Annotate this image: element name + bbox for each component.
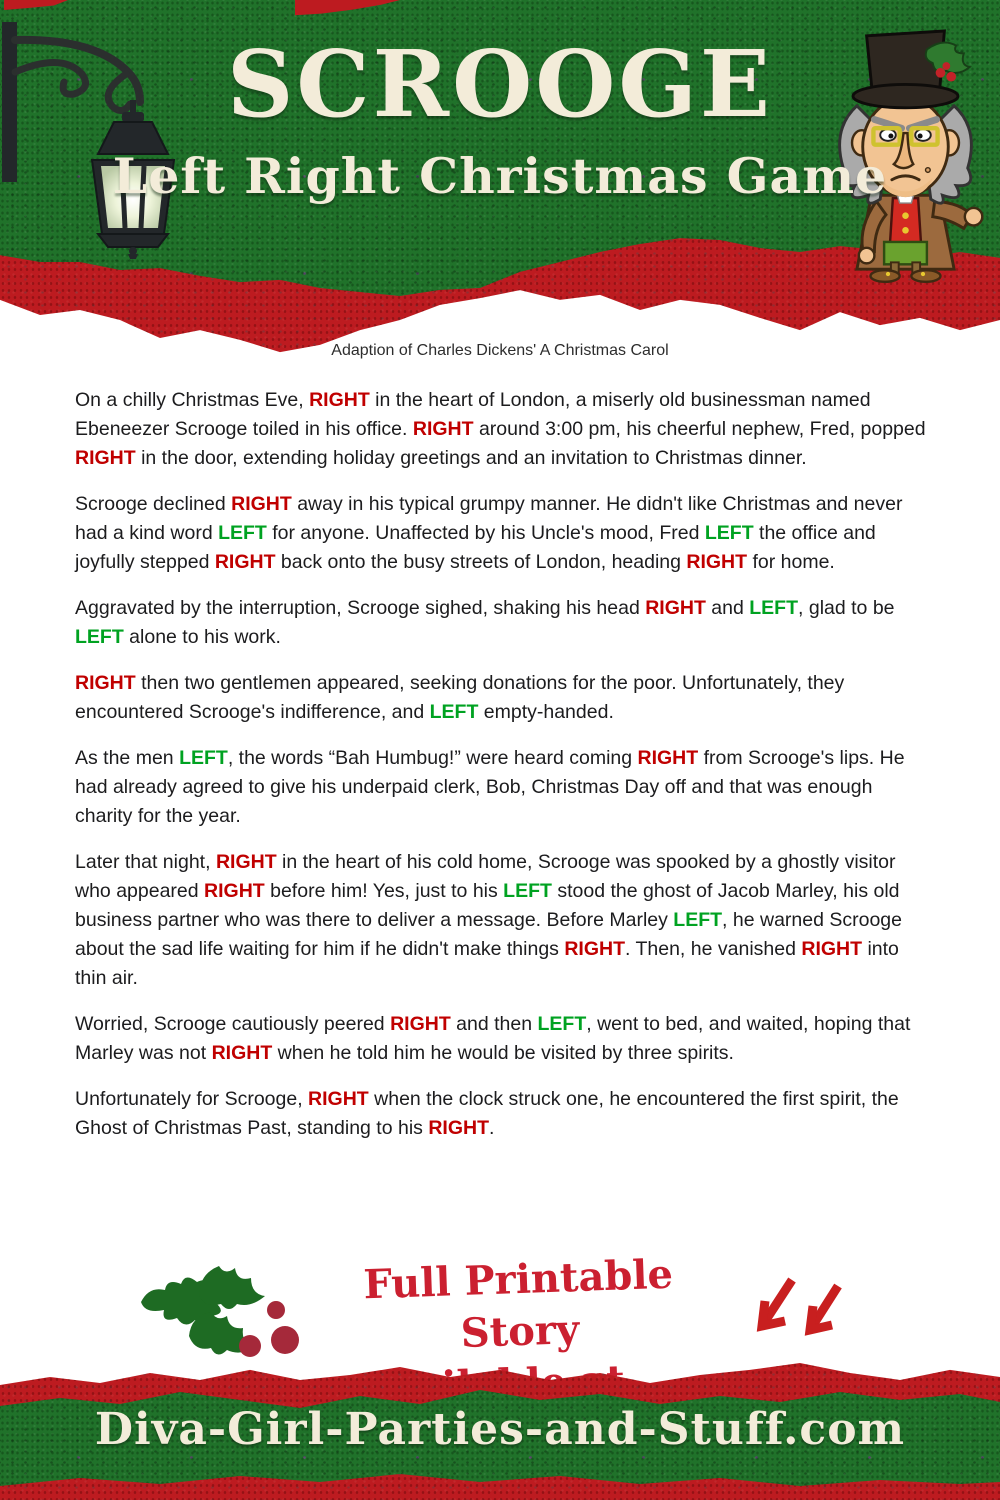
text-run: As the men (75, 747, 180, 769)
right-keyword: RIGHT (645, 597, 706, 619)
right-keyword: RIGHT (309, 389, 370, 411)
text-run: away in his typical grumpy manner. He didn't like Christmas and never had a kind word (75, 493, 903, 544)
left-keyword: LEFT (537, 1013, 587, 1035)
right-keyword: RIGHT (308, 1088, 369, 1110)
text-run: . Then, he vanished (625, 938, 802, 960)
story-paragraph (75, 1010, 930, 1068)
text-run: before him! Yes, just to his (264, 880, 504, 902)
text-run: in the heart of his cold home, Scrooge was spooked by a ghostly visitor who appeared (75, 851, 896, 902)
right-keyword: RIGHT (231, 493, 292, 515)
right-keyword: RIGHT (428, 1117, 489, 1139)
text-run: stood the ghost of Jacob Marley, his old business partner who was there to deliver a message. Before Marley (75, 880, 900, 931)
text-run: and then (450, 1013, 538, 1035)
promo-line-1: Full Printable Story (362, 1250, 674, 1358)
story-paragraph (75, 490, 930, 577)
left-keyword: LEFT (503, 880, 552, 902)
tagline: Adaption of Charles Dickens' A Christmas Carol (331, 342, 669, 359)
text-run: around 3:00 pm, his cheerful nephew, Fred, popped (473, 418, 926, 440)
story-paragraph (75, 594, 930, 652)
story-paragraph (75, 386, 930, 473)
text-run: , he warned Scrooge about the sad life waiting for him if he didn't make things (75, 909, 902, 960)
left-keyword: LEFT (704, 522, 754, 544)
text-run: back onto the busy streets of London, heading (275, 551, 687, 573)
right-keyword: RIGHT (215, 851, 277, 873)
right-keyword: RIGHT (75, 672, 136, 694)
page-title: SCROOGE (226, 30, 774, 138)
left-keyword: LEFT (429, 701, 479, 723)
text-run: alone to his work. (123, 626, 281, 648)
text-run: in the door, extending holiday greetings and an invitation to Christmas dinner. (135, 447, 807, 469)
text-run: and (705, 597, 750, 619)
text-run: Aggravated by the interruption, Scrooge sighed, shaking his head (75, 597, 646, 619)
text-run: , glad to be (798, 597, 895, 619)
story-paragraph (75, 1085, 930, 1143)
right-keyword: RIGHT (211, 1042, 273, 1064)
text-run: into thin air. (75, 938, 899, 989)
story-paragraph (75, 669, 930, 727)
text-run: . (489, 1117, 495, 1139)
right-keyword: RIGHT (686, 551, 748, 573)
text-run: , went to bed, and waited, hoping that Marley was not (75, 1013, 911, 1064)
text-run: in the heart of London, a miserly old businessman named Ebeneezer Scrooge toiled in his office. (75, 389, 871, 440)
right-keyword: RIGHT (390, 1013, 451, 1035)
text-run: Unfortunately for Scrooge, (75, 1088, 309, 1110)
text-run: the office and joyfully stepped (75, 522, 876, 573)
text-run: On a chilly Christmas Eve, (75, 389, 310, 411)
text-run: empty-handed. (478, 701, 614, 723)
left-keyword: LEFT (749, 597, 799, 619)
left-keyword: LEFT (218, 522, 267, 544)
story-paragraph (75, 848, 930, 993)
right-keyword: RIGHT (204, 880, 265, 902)
left-keyword: LEFT (673, 909, 723, 931)
story-section (75, 386, 930, 1160)
page-subtitle: Left Right Christmas Game (112, 146, 888, 205)
right-keyword: RIGHT (214, 551, 276, 573)
text-run: Worried, Scrooge cautiously peered (75, 1013, 391, 1035)
story-paragraph (75, 744, 930, 831)
holly-icon (133, 1250, 308, 1365)
text-run: when he told him he would be visited by three spirits. (272, 1042, 734, 1064)
text-run: for anyone. Unaffected by his Uncle's mood, Fred (266, 522, 705, 544)
text-run: for home. (747, 551, 835, 573)
text-run: Scrooge declined (75, 493, 232, 515)
text-run: when the clock struck one, he encountered the first spirit, the Ghost of Christmas Past, standing to his (75, 1088, 899, 1139)
right-keyword: RIGHT (75, 447, 136, 469)
website-text: Diva-Girl-Parties-and-Stuff.com (94, 1404, 906, 1455)
left-keyword: LEFT (75, 626, 124, 648)
header-banner (0, 0, 1000, 205)
right-keyword: RIGHT (637, 747, 699, 769)
right-keyword: RIGHT (412, 418, 474, 440)
right-keyword: RIGHT (564, 938, 625, 960)
down-left-arrows-icon (752, 1272, 857, 1352)
right-keyword: RIGHT (801, 938, 863, 960)
text-run: Later that night, (75, 851, 216, 873)
text-run: , the words “Bah Humbug!” were heard coming (227, 747, 638, 769)
left-keyword: LEFT (179, 747, 228, 769)
text-run: from Scrooge's lips. He had already agreed to give his underpaid clerk, Bob, Christmas Day off and that was enough charity for the year. (75, 747, 905, 827)
text-run: then two gentlemen appeared, seeking donations for the poor. Unfortunately, they encountered Scrooge's indifference, and (75, 672, 845, 723)
